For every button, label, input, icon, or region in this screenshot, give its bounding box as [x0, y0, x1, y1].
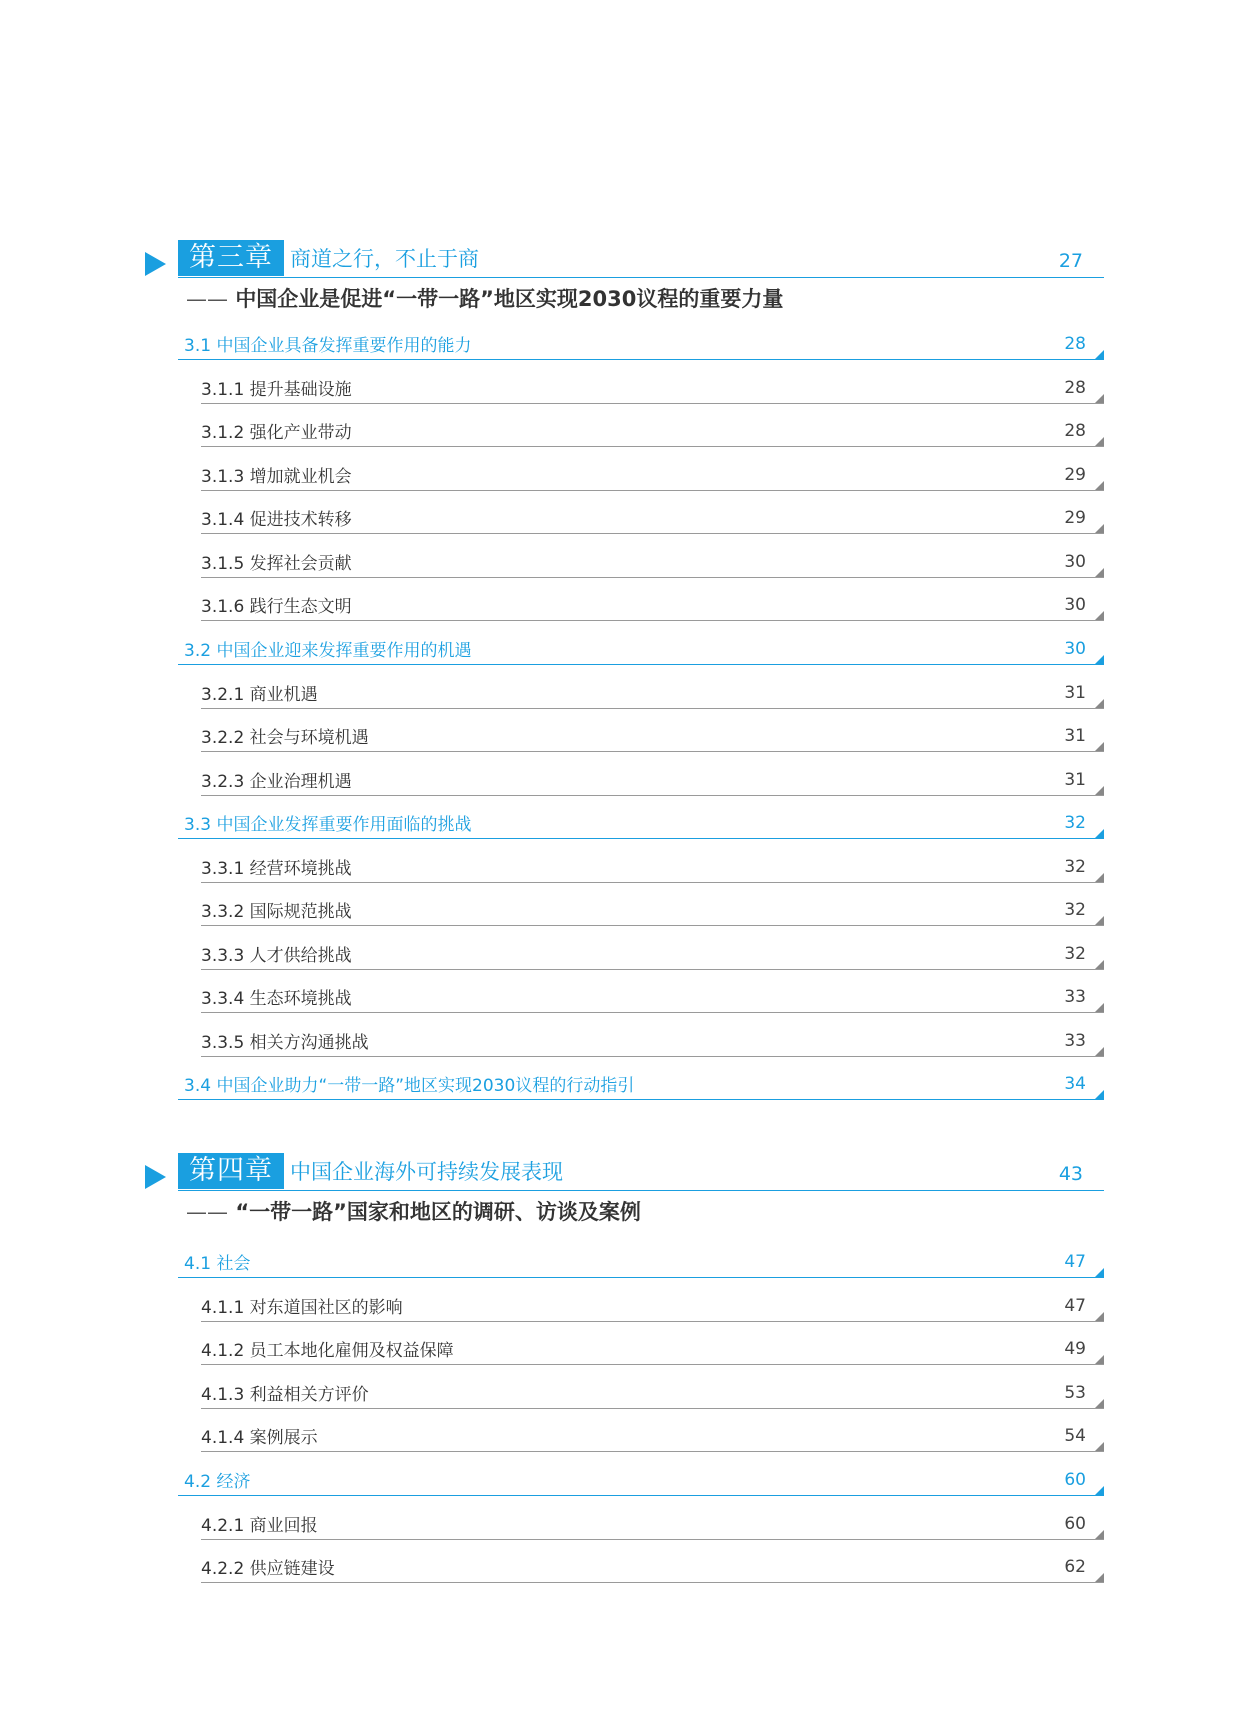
toc-rule: [201, 882, 1104, 883]
corner-triangle-icon: [1095, 829, 1104, 838]
toc-item-4-1-3[interactable]: [0, 1367, 1240, 1409]
corner-triangle-icon: [1095, 699, 1104, 708]
toc-page: 34: [1064, 1074, 1086, 1094]
corner-triangle-icon: [1095, 350, 1104, 359]
toc-label: 3.4 中国企业助力“一带一路”地区实现2030议程的行动指引: [184, 1076, 635, 1096]
toc-page: 47: [1064, 1252, 1086, 1272]
corner-triangle-icon: [1095, 611, 1104, 620]
toc-section-4-2[interactable]: [0, 1454, 1240, 1496]
toc-page: 32: [1064, 857, 1086, 877]
toc-section-4-1[interactable]: [0, 1236, 1240, 1278]
corner-triangle-icon: [1095, 1442, 1104, 1451]
toc-page: 49: [1064, 1339, 1086, 1359]
corner-triangle-icon: [1095, 1268, 1104, 1277]
corner-triangle-icon: [1095, 960, 1104, 969]
toc-page: 30: [1064, 639, 1086, 659]
toc-label: 3.3.4 生态环境挑战: [201, 989, 352, 1009]
toc-rule: [201, 708, 1104, 709]
toc-item-3-1-1[interactable]: [0, 362, 1240, 404]
toc-page: 32: [1064, 813, 1086, 833]
toc-rule: [178, 1099, 1104, 1100]
corner-triangle-icon: [1095, 1355, 1104, 1364]
toc-section-3-2[interactable]: [0, 623, 1240, 665]
toc-label: 3.3.3 人才供给挑战: [201, 946, 352, 966]
toc-item-4-2-1[interactable]: [0, 1498, 1240, 1540]
toc-label: 3.3.2 国际规范挑战: [201, 902, 352, 922]
toc-section-3-4[interactable]: [0, 1058, 1240, 1100]
toc-rule: [201, 403, 1104, 404]
toc-rule: [201, 1539, 1104, 1540]
chapter-3-label: 第三章: [178, 240, 284, 276]
toc-label: 3.2.3 企业治理机遇: [201, 772, 352, 792]
toc-label: 3.1 中国企业具备发挥重要作用的能力: [184, 336, 472, 356]
chapter-4-title[interactable]: 中国企业海外可持续发展表现: [290, 1160, 563, 1184]
toc-page: 32: [1064, 900, 1086, 920]
chapter-3-header[interactable]: [0, 240, 1240, 310]
corner-triangle-icon: [1095, 742, 1104, 751]
toc-page: 60: [1064, 1514, 1086, 1534]
chapter-3-subtitle-text: 中国企业是促进“一带一路”地区实现2030议程的重要力量: [235, 287, 784, 311]
toc-rule: [178, 664, 1104, 665]
toc-page: 60: [1064, 1470, 1086, 1490]
toc-page: 33: [1064, 1031, 1086, 1051]
toc-rule: [201, 1364, 1104, 1365]
toc-label: 3.1.3 增加就业机会: [201, 467, 352, 487]
toc-item-3-1-2[interactable]: [0, 405, 1240, 447]
chapter-3-rule: [178, 277, 1104, 278]
corner-triangle-icon: [1095, 1573, 1104, 1582]
toc-item-3-3-3[interactable]: [0, 928, 1240, 970]
chapter-4-page[interactable]: 43: [1058, 1163, 1083, 1185]
toc-label: 3.2.1 商业机遇: [201, 685, 318, 705]
corner-triangle-icon: [1095, 481, 1104, 490]
toc-item-3-3-5[interactable]: [0, 1015, 1240, 1057]
play-triangle-icon: [145, 252, 166, 276]
corner-triangle-icon: [1095, 786, 1104, 795]
toc-item-3-1-4[interactable]: [0, 492, 1240, 534]
toc-label: 4.1.2 员工本地化雇佣及权益保障: [201, 1341, 454, 1361]
toc-page: 29: [1064, 508, 1086, 528]
corner-triangle-icon: [1095, 1003, 1104, 1012]
toc-rule: [201, 490, 1104, 491]
corner-triangle-icon: [1095, 568, 1104, 577]
chapter-4-subtitle: [186, 1197, 641, 1227]
toc-rule: [201, 1056, 1104, 1057]
toc-page: 30: [1064, 595, 1086, 615]
toc-item-4-1-4[interactable]: [0, 1410, 1240, 1452]
toc-item-3-1-5[interactable]: [0, 536, 1240, 578]
toc-item-3-1-6[interactable]: [0, 579, 1240, 621]
toc-section-3-3[interactable]: [0, 797, 1240, 839]
corner-triangle-icon: [1095, 524, 1104, 533]
toc-label: 4.2.1 商业回报: [201, 1516, 318, 1536]
toc-rule: [201, 1012, 1104, 1013]
toc-page: 28: [1064, 334, 1086, 354]
toc-label: 3.1.1 提升基础设施: [201, 380, 352, 400]
toc-page: 31: [1064, 770, 1086, 790]
play-triangle-icon: [145, 1165, 166, 1189]
toc-item-4-1-2[interactable]: [0, 1323, 1240, 1365]
chapter-4-rule: [178, 1190, 1104, 1191]
toc-page: 47: [1064, 1296, 1086, 1316]
toc-page: 31: [1064, 683, 1086, 703]
corner-triangle-icon: [1095, 916, 1104, 925]
toc-page: 33: [1064, 987, 1086, 1007]
toc-label: 3.2.2 社会与环境机遇: [201, 728, 369, 748]
toc-rule: [178, 1495, 1104, 1496]
corner-triangle-icon: [1095, 1486, 1104, 1495]
toc-rule: [201, 795, 1104, 796]
toc-page: 53: [1064, 1383, 1086, 1403]
toc-label: 4.1.4 案例展示: [201, 1428, 318, 1448]
toc-rule: [201, 969, 1104, 970]
toc-rule: [201, 1321, 1104, 1322]
toc-item-3-2-2[interactable]: [0, 710, 1240, 752]
toc-page: 62: [1064, 1557, 1086, 1577]
toc-label: 3.1.6 践行生态文明: [201, 597, 352, 617]
toc-label: 3.3.5 相关方沟通挑战: [201, 1033, 369, 1053]
toc-item-3-3-2[interactable]: [0, 884, 1240, 926]
toc-item-4-1-1[interactable]: [0, 1280, 1240, 1322]
toc-section-3-1[interactable]: [0, 318, 1240, 360]
toc-rule: [178, 1277, 1104, 1278]
toc-label: 3.1.4 促进技术转移: [201, 510, 352, 530]
toc-page: 32: [1064, 944, 1086, 964]
toc-rule: [201, 577, 1104, 578]
toc-label: 3.2 中国企业迎来发挥重要作用的机遇: [184, 641, 472, 661]
chapter-3-page[interactable]: 27: [1058, 250, 1083, 272]
toc-label: 3.3.1 经营环境挑战: [201, 859, 352, 879]
toc-page: 28: [1064, 378, 1086, 398]
corner-triangle-icon: [1095, 873, 1104, 882]
toc-page: 28: [1064, 421, 1086, 441]
corner-triangle-icon: [1095, 437, 1104, 446]
toc-rule: [201, 751, 1104, 752]
toc-label: 4.1.3 利益相关方评价: [201, 1385, 369, 1405]
toc-rule: [201, 620, 1104, 621]
toc-label: 4.1 社会: [184, 1254, 251, 1274]
toc-label: 3.1.5 发挥社会贡献: [201, 554, 352, 574]
toc-label: 4.2.2 供应链建设: [201, 1559, 335, 1579]
toc-item-3-1-3[interactable]: [0, 449, 1240, 491]
corner-triangle-icon: [1095, 1312, 1104, 1321]
toc-item-3-2-1[interactable]: [0, 667, 1240, 709]
toc-label: 3.3 中国企业发挥重要作用面临的挑战: [184, 815, 472, 835]
corner-triangle-icon: [1095, 1047, 1104, 1056]
toc-rule: [178, 838, 1104, 839]
toc-item-3-3-4[interactable]: [0, 971, 1240, 1013]
toc-rule: [201, 1451, 1104, 1452]
toc-page: 54: [1064, 1426, 1086, 1446]
corner-triangle-icon: [1095, 394, 1104, 403]
toc-rule: [201, 1582, 1104, 1583]
chapter-4-subtitle-text: “一带一路”国家和地区的调研、访谈及案例: [235, 1200, 641, 1224]
subtitle-dash: ——: [186, 287, 228, 311]
corner-triangle-icon: [1095, 1090, 1104, 1099]
subtitle-dash: ——: [186, 1200, 228, 1224]
toc-rule: [201, 533, 1104, 534]
toc-rule: [201, 1408, 1104, 1409]
chapter-3-title[interactable]: 商道之行，不止于商: [290, 247, 479, 271]
toc-rule: [201, 446, 1104, 447]
toc-item-3-2-3[interactable]: [0, 754, 1240, 796]
toc-rule: [178, 359, 1104, 360]
toc-page: 29: [1064, 465, 1086, 485]
toc-item-4-2-2[interactable]: [0, 1541, 1240, 1583]
chapter-4-header[interactable]: [0, 1153, 1240, 1223]
toc-rule: [201, 925, 1104, 926]
toc-label: 4.2 经济: [184, 1472, 251, 1492]
toc-label: 4.1.1 对东道国社区的影响: [201, 1298, 403, 1318]
toc-label: 3.1.2 强化产业带动: [201, 423, 352, 443]
toc-page: 31: [1064, 726, 1086, 746]
toc-page: 30: [1064, 552, 1086, 572]
chapter-3-subtitle: [186, 284, 783, 314]
corner-triangle-icon: [1095, 1399, 1104, 1408]
corner-triangle-icon: [1095, 1530, 1104, 1539]
chapter-4-label: 第四章: [178, 1153, 284, 1189]
corner-triangle-icon: [1095, 655, 1104, 664]
toc-item-3-3-1[interactable]: [0, 841, 1240, 883]
